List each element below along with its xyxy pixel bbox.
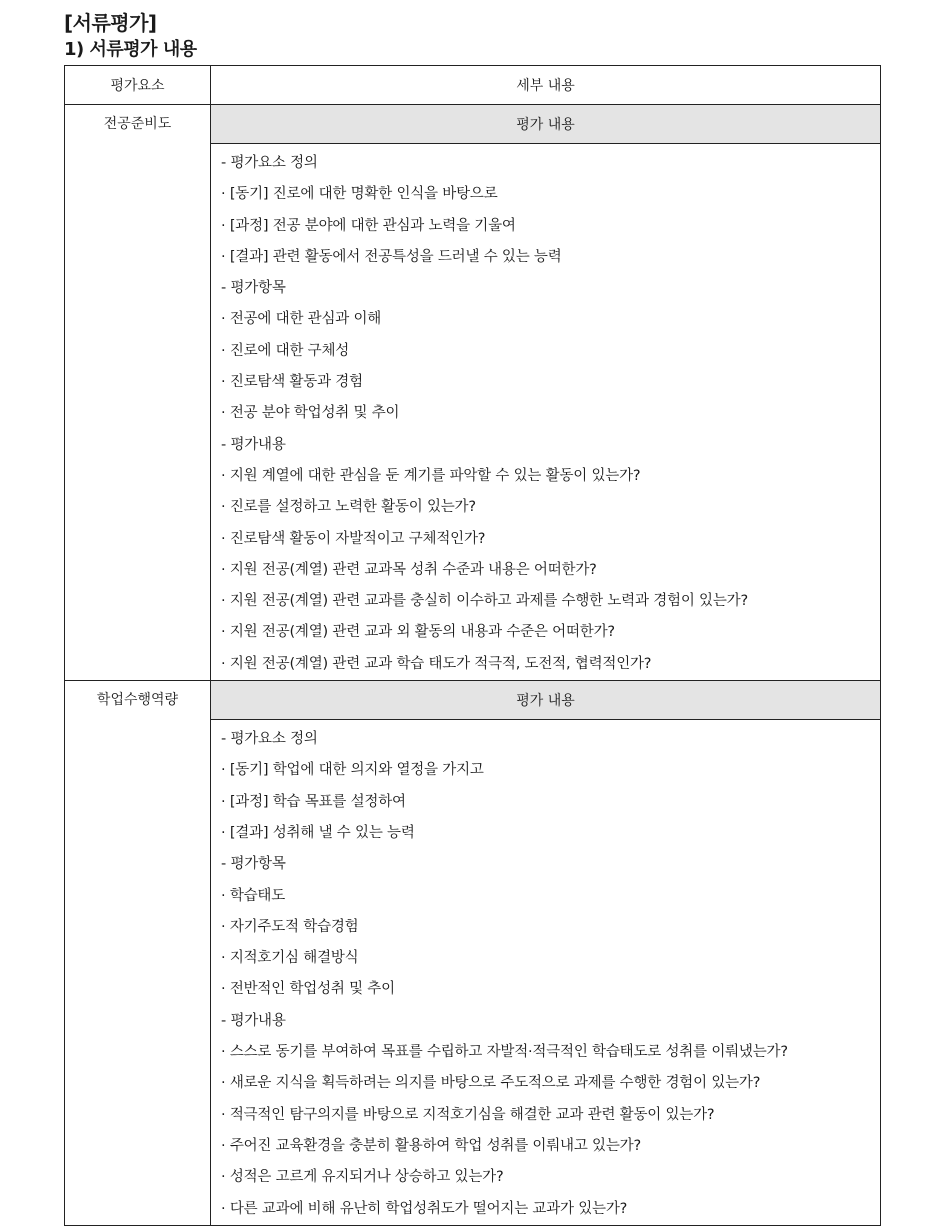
content-line: - 평가항목 (221, 280, 286, 297)
content-line: · 진로에 대한 구체성 (221, 342, 350, 359)
section-1-content (211, 144, 881, 681)
content-line: · 지원 전공(계열) 관련 교과 학습 태도가 적극적, 도전적, 협력적인가? (221, 655, 652, 672)
content-line: · 지원 전공(계열) 관련 교과 외 활동의 내용과 수준은 어떠한가? (221, 624, 615, 641)
content-line: · 다른 교과에 비해 유난히 학업성취도가 떨어지는 교과가 있는가? (221, 1200, 628, 1217)
column-header-element: 평가요소 (65, 66, 211, 105)
content-line: · [결과] 성취해 낼 수 있는 능력 (221, 824, 415, 841)
sub-header-cell: 평가 내용 (211, 105, 881, 144)
content-line: · 진로를 설정하고 노력한 활동이 있는가? (221, 499, 476, 516)
content-line: · 지원 계열에 대한 관심을 둔 계기를 파악할 수 있는 활동이 있는가? (221, 467, 641, 484)
content-line: - 평가내용 (221, 1012, 286, 1029)
content-line: · [결과] 관련 활동에서 전공특성을 드러낼 수 있는 능력 (221, 248, 562, 265)
content-line: · 진로탐색 활동이 자발적이고 구체적인가? (221, 530, 486, 547)
content-line: - 평가요소 정의 (221, 155, 318, 171)
content-line: · 지적호기심 해결방식 (221, 950, 359, 967)
content-line: - 평가내용 (221, 436, 286, 453)
category-cell-major-readiness (65, 105, 211, 681)
content-line: · [과정] 전공 분야에 대한 관심과 노력을 기울여 (221, 217, 516, 234)
content-line: · [동기] 학업에 대한 의지와 열정을 가지고 (221, 762, 484, 779)
content-line: · [동기] 진로에 대한 명확한 인식을 바탕으로 (221, 186, 498, 203)
category-cell-academic-ability (65, 681, 211, 1226)
page-title: [서류평가] (64, 11, 157, 35)
sub-header-cell: 평가 내용 (211, 681, 881, 720)
section-2-content (211, 720, 881, 1226)
section-1-header-row (65, 105, 881, 144)
table-header-row (65, 66, 881, 105)
content-line: · 지원 전공(계열) 관련 교과목 성취 수준과 내용은 어떠한가? (221, 561, 597, 578)
content-line: · 스스로 동기를 부여하여 목표를 수립하고 자발적·적극적인 학습태도로 성취를 이뤄냈는가? (221, 1044, 788, 1061)
content-line: · 자기주도적 학습경험 (221, 918, 359, 935)
content-line: · 새로운 지식을 획득하려는 의지를 바탕으로 주도적으로 과제를 수행한 경험이 있는가? (221, 1075, 761, 1092)
content-line: · 진로탐색 활동과 경험 (221, 374, 363, 391)
content-line: · 주어진 교육환경을 충분히 활용하여 학업 성취를 이뤄내고 있는가? (221, 1137, 641, 1154)
content-line: - 평가항목 (221, 856, 286, 873)
content-line: · 지원 전공(계열) 관련 교과를 충실히 이수하고 과제를 수행한 노력과 경험이 있는가? (221, 593, 748, 610)
content-line: · 전반적인 학업성취 및 추이 (221, 981, 395, 998)
category-label: 학업수행역량 (96, 692, 179, 709)
evaluation-table (64, 65, 881, 1226)
content-line: · 성적은 고르게 유지되거나 상승하고 있는가? (221, 1169, 504, 1186)
section-heading: 1) 서류평가 내용 (64, 39, 197, 60)
content-line: · 전공 분야 학업성취 및 추이 (221, 405, 400, 422)
content-line: · 전공에 대한 관심과 이해 (221, 311, 382, 328)
content-line: · 학습태도 (221, 887, 286, 904)
content-line: · 적극적인 탐구의지를 바탕으로 지적호기심을 해결한 교과 관련 활동이 있는가? (221, 1106, 715, 1123)
section-2-header-row (65, 681, 881, 720)
category-label: 전공준비도 (103, 116, 172, 132)
column-header-detail: 세부 내용 (211, 66, 881, 105)
content-line: - 평가요소 정의 (221, 731, 318, 748)
content-line: · [과정] 학습 목표를 설정하여 (221, 793, 406, 810)
